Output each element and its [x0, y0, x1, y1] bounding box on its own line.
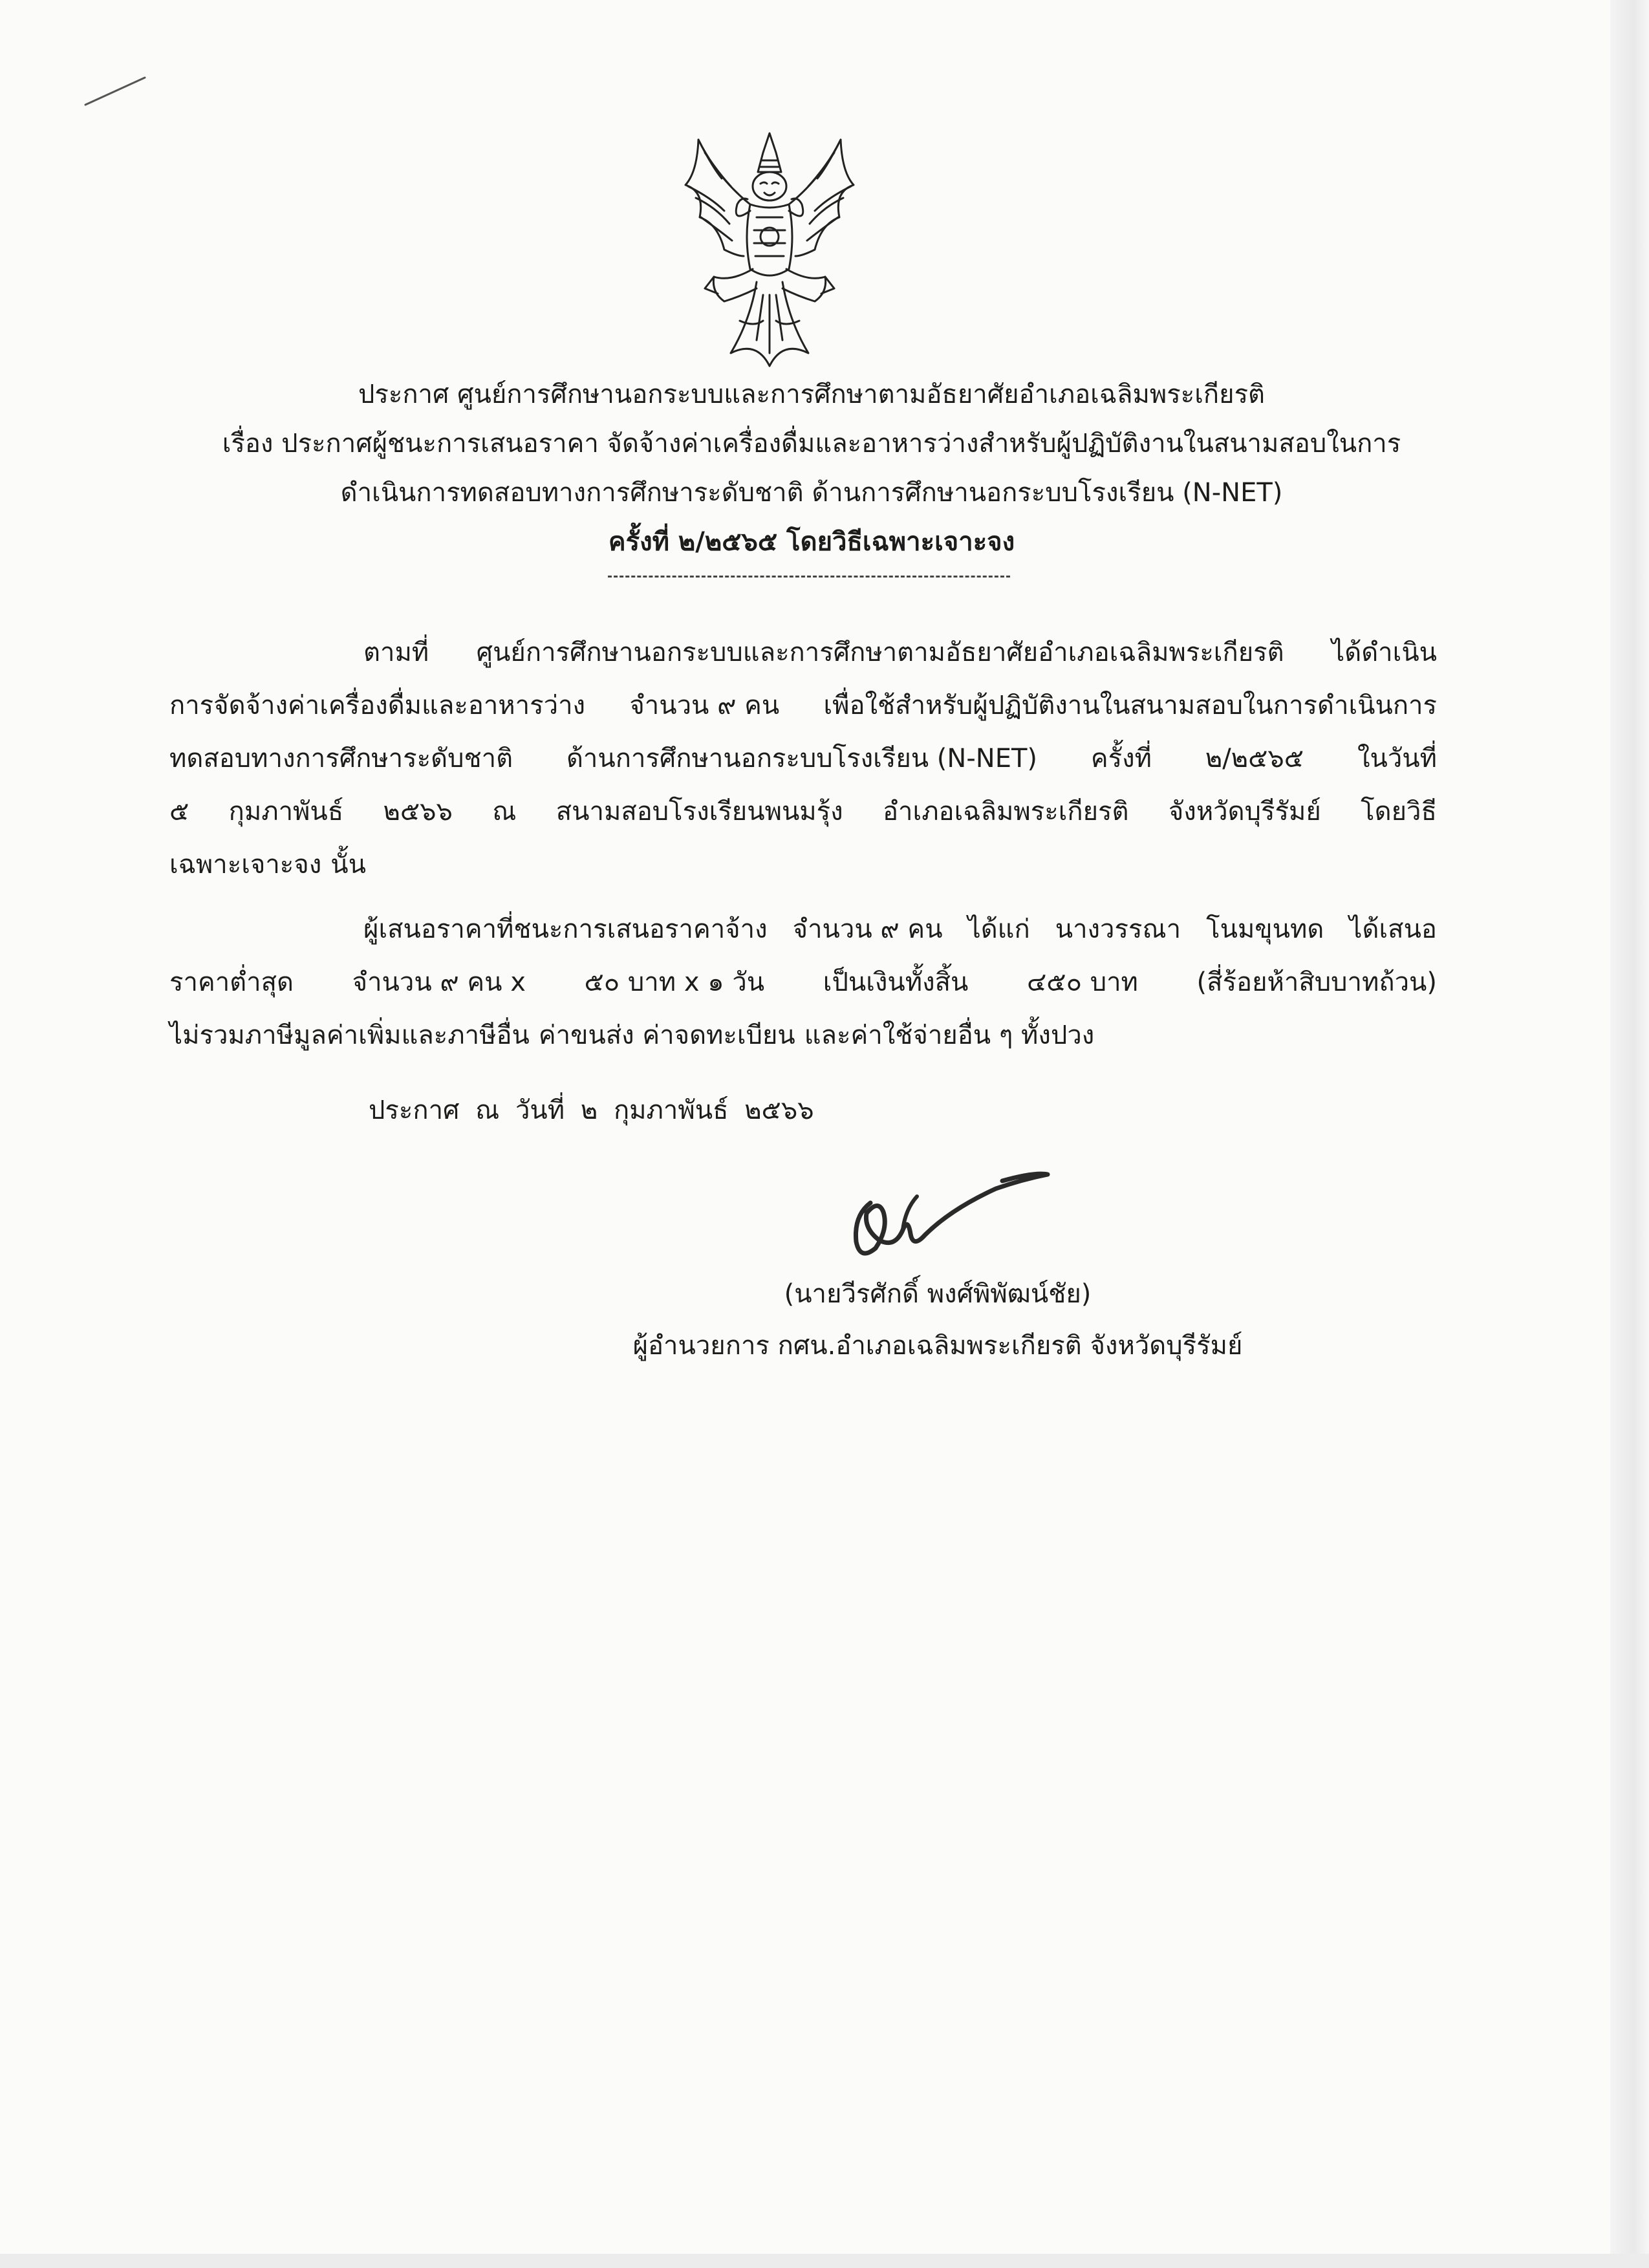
text-segment: ได้แก่	[967, 914, 1030, 944]
header-line-3: ดำเนินการทดสอบทางการศึกษาระดับชาติ ด้านการศึกษานอกระบบโรงเรียน (N-NET)	[340, 478, 1283, 508]
text-segment: (สี่ร้อยห้าสิบบาทถ้วน)	[1196, 967, 1437, 997]
scan-edge-bottom	[0, 2254, 1649, 2268]
text-segment: จังหวัดบุรีรัมย์	[1168, 797, 1321, 826]
paragraph-1-line-5	[169, 838, 1437, 891]
text-segment: ๒/๒๕๖๕	[1205, 744, 1304, 773]
text-segment: ๕	[169, 797, 189, 826]
paragraph-2-line-3	[169, 1009, 1437, 1062]
text-segment: ผู้เสนอราคาที่ชนะการเสนอราคาจ้าง	[363, 914, 768, 944]
text-segment: ด้านการศึกษานอกระบบโรงเรียน (N-NET)	[566, 744, 1038, 773]
header-divider	[608, 576, 1010, 578]
text-segment: ๕๐ บาท x ๑ วัน	[584, 967, 765, 997]
header-subject: เรื่อง ประกาศผู้ชนะการเสนอราคา จัดจ้างค่าเครื่องดื่มและอาหารว่างสำหรับผู้ปฏิบัติงานในสนามสอบในการ	[222, 429, 1401, 459]
handwritten-signature	[841, 1158, 1061, 1268]
signer-title: ผู้อำนวยการ กศน.อำเภอเฉลิมพระเกียรติ จังหวัดบุรีรัมย์	[632, 1331, 1243, 1361]
text-segment: การจัดจ้างค่าเครื่องดื่มและอาหารว่าง	[169, 691, 586, 720]
text-segment: นางวรรณา	[1055, 914, 1181, 944]
text-segment: ครั้งที่	[1090, 744, 1152, 773]
text-segment: โนมขุนทด	[1206, 914, 1324, 944]
paragraph-2	[169, 903, 1437, 1062]
text-segment: ไม่รวมภาษีมูลค่าเพิ่มและภาษีอื่น	[169, 1021, 530, 1050]
paragraph-2-line-2	[169, 956, 1437, 1009]
text-segment: อำเภอเฉลิมพระเกียรติ	[883, 797, 1129, 826]
text-segment: ๔๕๐ บาท	[1027, 967, 1138, 997]
paragraph-1	[169, 626, 1437, 891]
garuda-emblem-icon	[660, 127, 879, 373]
text-segment: ได้ดำเนิน	[1331, 638, 1437, 667]
text-segment: สนามสอบโรงเรียนพนมรุ้ง	[555, 797, 843, 826]
text-segment: ราคาต่ำสุด	[169, 967, 294, 997]
text-segment: ๒๕๖๖	[383, 797, 453, 826]
signer-name: (นายวีรศักดิ์ พงศ์พิพัฒน์ชัย)	[784, 1279, 1092, 1309]
text-segment: ค่าขนส่ง ค่าจดทะเบียน	[538, 1021, 795, 1050]
paragraph-2-line-1	[169, 903, 1437, 956]
text-segment: ณ	[492, 797, 517, 826]
text-segment: จำนวน ๙ คน x	[352, 967, 526, 997]
text-segment: โดยวิธี	[1361, 797, 1437, 826]
paragraph-1-line-1	[169, 626, 1437, 679]
header-line-1: ประกาศ ศูนย์การศึกษานอกระบบและการศึกษาตามอัธยาศัยอำเภอเฉลิมพระเกียรติ	[358, 380, 1266, 409]
text-segment: จำนวน ๙ คน	[792, 914, 943, 944]
header-round: ครั้งที่ ๒/๒๕๖๕ โดยวิธีเฉพาะเจาะจง	[608, 527, 1015, 557]
announcement-date: ประกาศ ณ วันที่ ๒ กุมภาพันธ์ ๒๕๖๖	[369, 1096, 814, 1125]
text-segment: ได้เสนอ	[1349, 914, 1437, 944]
text-segment: เพื่อใช้สำหรับผู้ปฏิบัติงานในสนามสอบในการดำเนินการ	[823, 691, 1437, 720]
text-segment: เป็นเงินทั้งสิ้น	[823, 967, 969, 997]
pen-mark	[83, 72, 147, 111]
text-segment: ตามที่	[363, 638, 429, 667]
announcement-header	[116, 370, 1507, 567]
text-segment: กุมภาพันธ์	[228, 797, 344, 826]
text-segment: เฉพาะเจาะจง	[169, 850, 322, 880]
text-segment: จำนวน ๙ คน	[629, 691, 780, 720]
text-segment: นั้น	[330, 850, 366, 880]
paragraph-1-line-4	[169, 785, 1437, 838]
text-segment: ทดสอบทางการศึกษาระดับชาติ	[169, 744, 513, 773]
paragraph-1-line-3	[169, 732, 1437, 785]
paragraph-1-line-2	[169, 679, 1437, 732]
text-segment: และค่าใช้จ่ายอื่น ๆ ทั้งปวง	[804, 1021, 1095, 1050]
text-segment: ในวันที่	[1357, 744, 1437, 773]
scan-edge-right	[1610, 0, 1649, 2268]
text-segment: ศูนย์การศึกษานอกระบบและการศึกษาตามอัธยาศัยอำเภอเฉลิมพระเกียรติ	[476, 638, 1284, 667]
